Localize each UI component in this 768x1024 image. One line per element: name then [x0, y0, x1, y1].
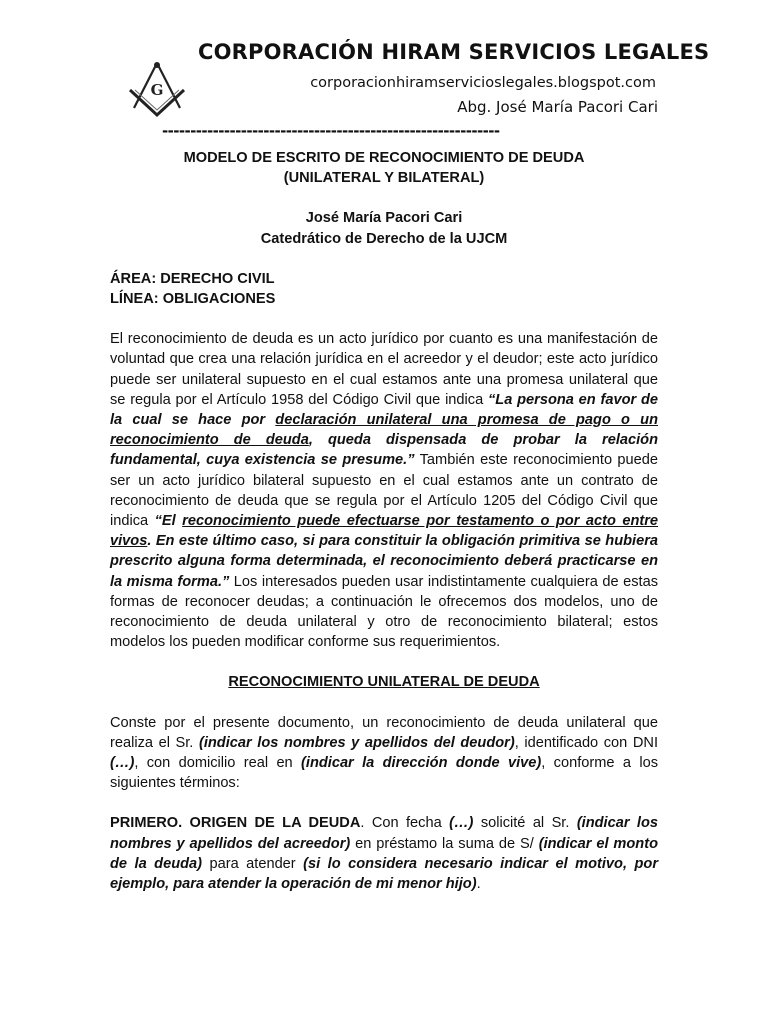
- document-body: [110, 148, 658, 894]
- intro-text-2: También este reconocimiento puede ser un acto jurídico bilateral supuesto en el cual estamos ante un contrato de reconocimiento de deuda que se regula por el Artículo 1205 del Código Civil que indica: [110, 452, 659, 530]
- quote-2-start: “El: [154, 513, 183, 530]
- recital-text-1: Conste por el presente documento, un reconocimiento de deuda unilateral que realiza el Sr.: [110, 714, 658, 751]
- quote-1-underlined: declaración unilateral una promesa de pago o un reconocimiento de deuda: [110, 412, 658, 449]
- recital-text-3: , con domicilio real en: [134, 755, 302, 772]
- author-block: [110, 208, 658, 248]
- clause-1-paragraph: [110, 813, 658, 894]
- title-line-2: (UNILATERAL Y BILATERAL): [283, 170, 485, 187]
- section-title: RECONOCIMIENTO UNILATERAL DE DEUDA: [228, 674, 540, 691]
- line-label: LÍNEA: OBLIGACIONES: [110, 291, 276, 308]
- firm-website: corporacionhiramservicioslegales.blogspot.com: [310, 75, 656, 91]
- amount-placeholder: (indicar el monto de la deuda): [110, 835, 658, 872]
- clause-1-text-3: en préstamo la suma de S/: [350, 835, 539, 852]
- quote-1-start: “La persona en favor de la cual se hace por: [110, 391, 658, 429]
- area-block: [110, 269, 658, 309]
- firm-name: CORPORACIÓN HIRAM SERVICIOS LEGALES: [198, 40, 710, 64]
- clause-1-text-2: solicité al Sr.: [473, 815, 577, 832]
- clause-1-text-4: para atender: [202, 855, 304, 872]
- square-compass-logo-icon: [124, 60, 190, 118]
- quote-2-end: . En este último caso, si para constituir la obligación primitiva se hubiera prescrito alguna forma determinada, el reconocimiento deberá practicarse en la misma forma.”: [110, 533, 658, 590]
- quote-2-underlined: reconocimiento puede efectuarse por testamento o por acto entre vivos: [110, 513, 659, 550]
- title-line-1: MODELO DE ESCRITO DE RECONOCIMIENTO DE DEUDA: [183, 150, 585, 166]
- address-placeholder: (indicar la dirección donde vive): [301, 755, 542, 772]
- intro-paragraph: [110, 329, 658, 652]
- quote-1-end: , queda dispensada de probar la relación fundamental, cuya existencia se presume.”: [110, 432, 658, 469]
- reason-placeholder: (si lo considera necesario indicar el motivo, por ejemplo, para atender la operación de mi menor hijo): [110, 855, 658, 893]
- area-label: ÁREA: DERECHO CIVIL: [110, 270, 275, 287]
- recital-paragraph: [110, 713, 658, 794]
- recital-text-2: , identificado con DNI: [514, 734, 659, 751]
- author-name: José María Pacori Cari: [305, 210, 463, 227]
- recital-text-4: , conforme a los siguientes términos:: [110, 755, 658, 792]
- author-role: Catedrático de Derecho de la UJCM: [260, 230, 508, 247]
- intro-text-1: El reconocimiento de deuda es un acto jurídico por cuanto es una manifestación de voluntad que crea una relación jurídica en el acreedor y el deudor; este acto jurídico puede ser unilateral supuesto en el cual estamos ante una promesa unilateral que se regula por el Artículo 1958 del Código Civil que indica: [110, 331, 658, 408]
- clause-1-heading: PRIMERO. ORIGEN DE LA DEUDA: [110, 815, 361, 832]
- logo-letter: G: [150, 81, 164, 99]
- creditor-placeholder: (indicar los nombres y apellidos del acreedor): [110, 815, 658, 852]
- intro-text-3: Los interesados pueden usar indistintamente cualquiera de estas formas de reconocer deudas; a continuación le ofrecemos dos modelos, uno de reconocimiento de deuda unilateral y otro de reconocimiento bilateral; estos modelos los pueden modificar conforme sus requerimientos.: [110, 573, 658, 651]
- document-title: [110, 148, 658, 188]
- firm-lawyer: Abg. José María Pacori Cari: [457, 98, 658, 116]
- header-divider: ------------------------------------------------------------: [162, 122, 500, 140]
- clause-1-text-1: . Con fecha: [360, 815, 450, 832]
- dni-placeholder: (…): [110, 755, 135, 772]
- clause-1-text-5: .: [476, 876, 481, 893]
- debtor-placeholder: (indicar los nombres y apellidos del deudor): [198, 734, 515, 751]
- date-placeholder: (…): [449, 815, 474, 832]
